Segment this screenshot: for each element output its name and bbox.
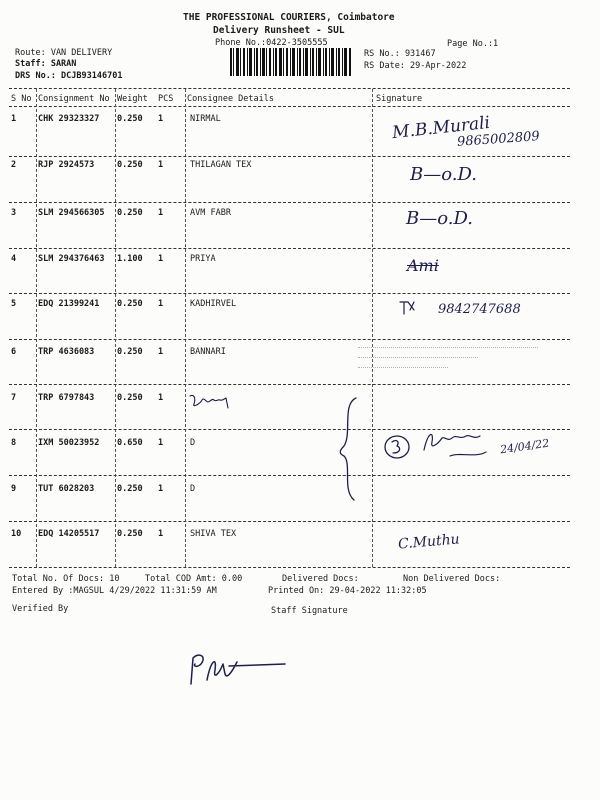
signature-row-5: 9842747688: [438, 302, 521, 317]
row-consignee: D: [190, 438, 196, 448]
non-delivered-docs: Non Delivered Docs:: [403, 574, 501, 584]
row-sno: 8: [11, 438, 17, 448]
signature-row-3: B—o.D.: [406, 208, 473, 229]
rs-date: RS Date: 29-Apr-2022: [364, 61, 467, 71]
row-sno: 10: [11, 529, 22, 539]
row-pcs: 1: [158, 114, 164, 124]
row-consignment: TRP 6797843: [38, 393, 95, 403]
row-pcs: 1: [158, 393, 164, 403]
row-consignment: EDQ 21399241: [38, 299, 100, 309]
total-cod: Total COD Amt: 0.00: [145, 574, 243, 584]
printed-on: Printed On: 29-04-2022 11:32:05: [268, 586, 427, 596]
staff-name: Staff: SARAN: [15, 59, 77, 69]
row-consignee: BANNARI: [190, 347, 226, 357]
col-consignment: Consignment No: [38, 94, 110, 104]
row-consignee: D: [190, 484, 196, 494]
row-weight: 0.250: [117, 347, 143, 357]
row-consignee: SHIVA TEX: [190, 529, 237, 539]
row-weight: 0.650: [117, 438, 143, 448]
row-consignee: KADHIRVEL: [190, 299, 237, 309]
col-signature: Signature: [376, 94, 423, 104]
route: Route: VAN DELIVERY: [15, 48, 113, 58]
row-consignee: AVM FABR: [190, 208, 231, 218]
bracket-mark-icon: [332, 394, 360, 504]
signature-row-2: B—o.D.: [410, 164, 477, 185]
row-weight: 0.250: [117, 160, 143, 170]
row-weight: 1.100: [117, 254, 143, 264]
row-weight: 0.250: [117, 529, 143, 539]
row-consignment: EDQ 14205517: [38, 529, 100, 539]
row-weight: 0.250: [117, 484, 143, 494]
company-title: THE PROFESSIONAL COURIERS, Coimbatore: [183, 12, 395, 23]
row-pcs: 1: [158, 160, 164, 170]
stamp-row-6: [358, 343, 538, 379]
row-sno: 5: [11, 299, 17, 309]
row-weight: 0.250: [117, 299, 143, 309]
row-consignee: THILAGAN TEX: [190, 160, 252, 170]
row-pcs: 1: [158, 438, 164, 448]
circled-3-icon: [383, 433, 413, 461]
row-consignment: SLM 294376463: [38, 254, 105, 264]
staff-signature-label: Staff Signature: [271, 606, 348, 616]
row-consignment: RJP 2924573: [38, 160, 95, 170]
row-consignment: TUT 6028203: [38, 484, 95, 494]
row-sno: 7: [11, 393, 17, 403]
col-consignee: Consignee Details: [187, 94, 274, 104]
verified-by: Verified By: [12, 604, 69, 614]
signature-row-10: C.Muthu: [397, 531, 461, 553]
signature-row-5-initials: [398, 298, 418, 316]
signature-row-1: M.B.Murali: [391, 112, 491, 144]
rs-number: RS No.: 931467: [364, 49, 436, 59]
signature-row-1-phone: 9865002809: [456, 129, 541, 150]
row-sno: 9: [11, 484, 17, 494]
signature-row-8-date: 24/04/22: [499, 436, 551, 457]
row-sno: 4: [11, 254, 17, 264]
row-pcs: 1: [158, 254, 164, 264]
row-sno: 6: [11, 347, 17, 357]
row-consignment: SLM 294566305: [38, 208, 105, 218]
row-weight: 0.250: [117, 114, 143, 124]
row-consignee: PRIYA: [190, 254, 216, 264]
delivered-docs: Delivered Docs:: [282, 574, 359, 584]
row-sno: 2: [11, 160, 17, 170]
entered-by: Entered By :MAGSUL 4/29/2022 11:31:59 AM: [12, 586, 217, 596]
signature-row-8: [420, 422, 504, 466]
col-weight: Weight: [117, 94, 148, 104]
row-consignment: CHK 29323327: [38, 114, 100, 124]
col-pcs: PCS: [158, 94, 174, 104]
row-consignment: IXM 50023952: [38, 438, 100, 448]
row-weight: 0.250: [117, 208, 143, 218]
runsheet-title: Delivery Runsheet - SUL: [213, 25, 345, 36]
row-weight: 0.250: [117, 393, 143, 403]
row-pcs: 1: [158, 208, 164, 218]
row-sno: 3: [11, 208, 17, 218]
row-pcs: 1: [158, 529, 164, 539]
row-pcs: 1: [158, 484, 164, 494]
staff-signature: [185, 650, 295, 690]
col-sno: S No: [11, 94, 32, 104]
signature-row-7: [188, 390, 236, 412]
page-number: Page No.:1: [447, 39, 499, 49]
row-pcs: 1: [158, 299, 164, 309]
row-sno: 1: [11, 114, 17, 124]
row-pcs: 1: [158, 347, 164, 357]
row-consignment: TRP 4636083: [38, 347, 95, 357]
total-docs: Total No. Of Docs: 10: [12, 574, 120, 584]
drs-number: DRS No.: DCJB93146701: [15, 71, 123, 81]
phone-number: Phone No.:0422-3505555: [215, 38, 328, 48]
row-consignee: NIRMAL: [190, 114, 221, 124]
barcode-icon: [230, 48, 352, 76]
signature-row-4: Ami: [407, 256, 439, 275]
